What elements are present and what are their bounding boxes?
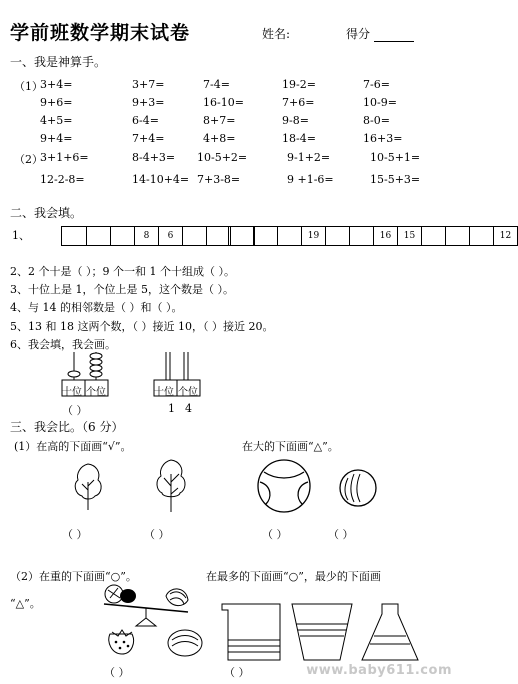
ball1-answer[interactable]: （ ） [262,528,288,541]
math-problem: 10-5+2= [197,151,248,164]
math-problem: 9 +1-6= [287,173,334,186]
number-cell[interactable] [206,227,230,245]
big-ball-image [256,458,312,514]
number-strip-1 [61,226,255,246]
math-problem: 9+4= [40,132,73,145]
number-cell[interactable] [445,227,469,245]
section2-heading: 二、我会填。 [10,206,83,220]
math-problem: 10-9= [363,96,397,109]
math-problem: 7+6= [282,96,315,109]
math-problem: 16-10= [203,96,244,109]
math-problem: 7-4= [203,78,230,91]
tall-tree-image [152,458,190,514]
number-cell[interactable] [469,227,493,245]
section3-q2: （2）在重的下面画“○”。 [10,570,137,583]
ball2-answer[interactable]: （ ） [328,528,354,541]
group2-label: （2） [14,153,43,166]
strawberry-image [104,628,138,658]
number-cell: 15 [397,227,421,245]
number-cell: 19 [301,227,325,245]
math-problem: 9-8= [282,114,309,127]
abacus2-ones-label: 个位 [178,387,198,398]
number-cell: 16 [373,227,397,245]
abacus2-tens-digit: 1 [168,402,175,415]
container-2-image [290,600,354,662]
tree1-answer[interactable]: （ ） [62,528,88,541]
abacus2-tens-label: 十位 [154,387,174,398]
container-3-image [358,600,422,662]
math-problem: 4+5= [40,114,73,127]
number-cell[interactable] [277,227,301,245]
math-problem: 6-4= [132,114,159,127]
question-3: 3、十位上是 1，个位上是 5，这个数是（ ）。 [10,283,234,296]
section3-q2c: “△”。 [10,597,41,610]
small-tree-image [70,462,106,512]
question-2: 2、2 个十是（ ）；9 个一和 1 个十组成（ ）。 [10,265,235,278]
number-cell: 8 [134,227,158,245]
math-problem: 7+3-8= [197,173,241,186]
balance-scale-image [96,582,196,628]
number-cell: 12 [493,227,517,245]
section3-q1b: 在大的下面画“△”。 [242,440,339,453]
math-problem: 8+7= [203,114,236,127]
question-6: 6、我会填，我会画。 [10,338,116,351]
number-cell[interactable] [349,227,373,245]
math-problem: 18-4= [282,132,316,145]
math-problem: 3+1+6= [40,151,89,164]
q1-label: 1、 [12,229,30,242]
number-cell: 6 [158,227,182,245]
melon-image [166,628,204,658]
group1-label: （1） [14,80,43,93]
abacus2-ones-digit: 4 [185,402,192,415]
number-cell[interactable] [229,227,253,245]
score-field [346,25,414,42]
math-problem: 9+3= [132,96,165,109]
math-problem: 10-5+1= [370,151,421,164]
number-cell[interactable] [62,227,86,245]
math-problem: 16+3= [363,132,403,145]
math-problem: 19-2= [282,78,316,91]
section3-heading: 三、我会比。（6 分） [10,420,124,434]
math-problem: 7-6= [363,78,390,91]
math-problem: 4+8= [203,132,236,145]
math-problem: 8-0= [363,114,390,127]
abacus1-ones-label: 个位 [86,387,106,398]
score-label: 得分 [346,27,371,41]
number-strip-2 [228,226,518,246]
name-label: 姓名: [262,27,291,41]
section3-q2b: 在最多的下面画“○”，最少的下面画 [206,570,381,583]
question-4: 4、与 14 的相邻数是（ ）和（ ）。 [10,301,183,314]
math-problem: 12-2-8= [40,173,85,186]
math-problem: 9-1+2= [287,151,331,164]
page-title: 学前班数学期末试卷 [10,22,191,44]
container1-answer[interactable]: （ ） [224,666,250,679]
abacus1-answer[interactable]: （ ） [62,404,88,417]
math-problem: 14-10+4= [132,173,190,186]
fruit-answer[interactable]: （ ） [104,666,130,679]
math-problem: 8-4+3= [132,151,176,164]
math-problem: 15-5+3= [370,173,421,186]
abacus1-tens-label: 十位 [62,387,82,398]
tree2-answer[interactable]: （ ） [144,528,170,541]
number-cell[interactable] [86,227,110,245]
math-problem: 3+4= [40,78,73,91]
math-problem: 7+4= [132,132,165,145]
math-problem: 3+7= [132,78,165,91]
math-problem: 9+6= [40,96,73,109]
number-cell[interactable] [253,227,277,245]
number-cell[interactable] [421,227,445,245]
container-1-image [218,600,284,662]
section3-q1: (1）在高的下面画“√”。 [14,440,132,453]
score-blank[interactable] [374,31,414,42]
question-5: 5、13 和 18 这两个数，（ ）接近 10，（ ）接近 20。 [10,320,274,333]
section1-heading: 一、我是神算手。 [10,55,107,69]
number-cell[interactable] [182,227,206,245]
number-cell[interactable] [110,227,134,245]
small-ball-image [338,468,378,508]
watermark: www.baby611.com [306,663,452,678]
number-cell[interactable] [325,227,349,245]
